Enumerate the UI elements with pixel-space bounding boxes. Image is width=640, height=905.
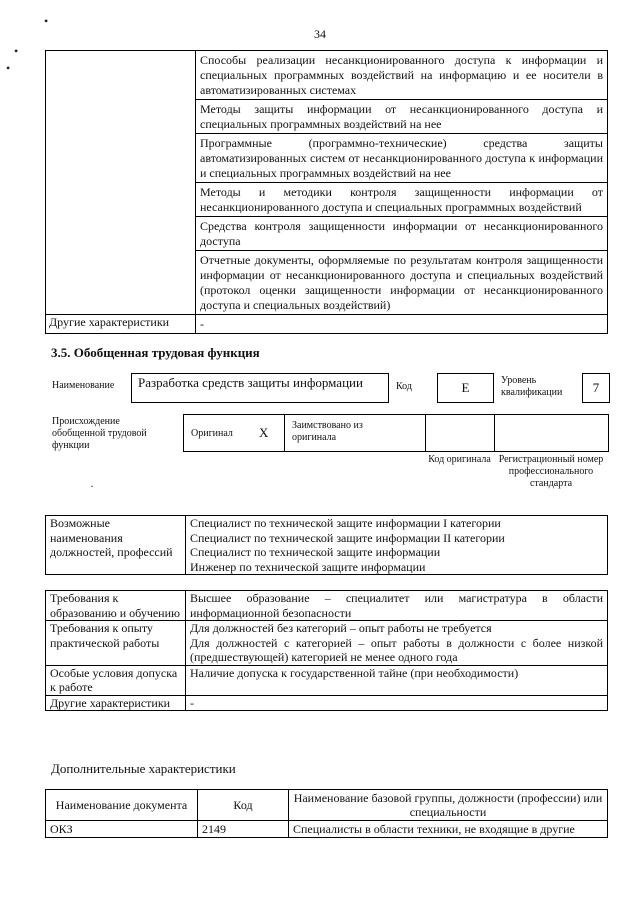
code-original-label: Код оригинала xyxy=(428,454,491,465)
reg-number-label: Регистрационный номер профессионального стандарта xyxy=(498,454,604,489)
original-mark: X xyxy=(259,425,269,440)
function-name-field: Разработка средств защиты информации xyxy=(131,373,389,403)
requirements-table xyxy=(45,590,608,711)
other-characteristics-label: Другие характеристики xyxy=(46,315,196,334)
name-label: Наименование xyxy=(52,380,115,391)
origin-label: Происхождение обобщенной трудовой функции xyxy=(52,416,147,451)
table-cell: ОКЗ xyxy=(46,821,198,838)
table-row xyxy=(46,821,608,838)
knowledge-table xyxy=(45,50,608,334)
page-number: 34 xyxy=(314,27,326,41)
education-label: Требования к образованию и обучению xyxy=(46,591,186,621)
positions-table xyxy=(45,515,608,575)
borrowed-label: Заимствовано из оригинала xyxy=(292,420,363,443)
original-label: Оригинал xyxy=(191,428,233,439)
admission-label: Особые условия допуска к работе xyxy=(46,665,186,695)
code-label: Код xyxy=(396,381,412,392)
position-item: Специалист по технической защите информации xyxy=(190,545,441,559)
table-cell: Специалисты в области техники, не входящие в другие xyxy=(289,821,608,838)
positions-list xyxy=(186,516,608,575)
stray-mark: • xyxy=(44,14,49,28)
table-row xyxy=(46,665,608,695)
additional-table xyxy=(45,789,608,838)
other-value: - xyxy=(186,695,608,711)
admission-value: Наличие допуска к государственной тайне (при необходимости) xyxy=(186,665,608,695)
section-heading: 3.5. Обобщенная трудовая функция xyxy=(51,345,260,360)
knowledge-item: Отчетные документы, оформляемые по результатам контроля защищенности информации от несанкционированного доступа и специальных воздействий (протокол оценки защищенности информации от несанкционированного доступа и специальных воздействий) xyxy=(196,251,608,315)
position-item: Специалист по технической защите информации II категории xyxy=(190,530,505,545)
table-cell xyxy=(46,51,196,315)
code-field: E xyxy=(437,373,494,403)
position-item: Инженер по технической защите информации xyxy=(190,559,426,574)
table-row xyxy=(46,695,608,711)
stray-mark: • xyxy=(14,44,19,58)
table-row xyxy=(46,51,608,100)
education-value: Высшее образование – специалитет или магистратура в области информационной безопасности xyxy=(186,591,608,621)
other-label: Другие характеристики xyxy=(46,695,186,711)
column-header: Наименование базовой группы, должности (профессии) или специальности xyxy=(289,790,608,821)
experience-value: Для должностей без категорий – опыт работы не требуется Для должностей с категорией – опыт работы в должности с более низкой (предшествующей) категорией не менее одного года xyxy=(186,621,608,666)
position-item: Специалист по технической защите информации I категории xyxy=(190,516,501,530)
table-row xyxy=(46,621,608,666)
level-field: 7 xyxy=(582,373,610,403)
table-header-row xyxy=(46,790,608,821)
column-header: Код xyxy=(198,790,289,821)
stray-mark: · xyxy=(90,479,94,493)
stray-mark: • xyxy=(6,61,11,75)
additional-heading: Дополнительные характеристики xyxy=(51,761,236,776)
table-row xyxy=(46,516,608,575)
positions-label: Возможные наименования должностей, профессий xyxy=(46,516,186,575)
knowledge-item: Способы реализации несанкционированного доступа к информации и специальных программных воздействий на информацию и ее носители в автоматизированных системах xyxy=(196,51,608,100)
table-row xyxy=(46,315,608,334)
experience-label: Требования к опыту практической работы xyxy=(46,621,186,666)
knowledge-item: Методы и методики контроля защищенности информации от несанкционированного доступа и специальных программных воздействий xyxy=(196,183,608,217)
level-label: Уровень квалификации xyxy=(501,375,563,398)
knowledge-item: Методы защиты информации от несанкционированного доступа и специальных программных воздействий на нее xyxy=(196,100,608,134)
knowledge-item: Средства контроля защищенности информации от несанкционированного доступа xyxy=(196,217,608,251)
column-header: Наименование документа xyxy=(46,790,198,821)
knowledge-item: Программные (программно-технические) средства защиты автоматизированных систем от несанкционированного доступа к информации и специальных программных воздействий на нее xyxy=(196,134,608,183)
table-cell: 2149 xyxy=(198,821,289,838)
table-row xyxy=(46,591,608,621)
other-characteristics-value: - xyxy=(196,315,608,334)
